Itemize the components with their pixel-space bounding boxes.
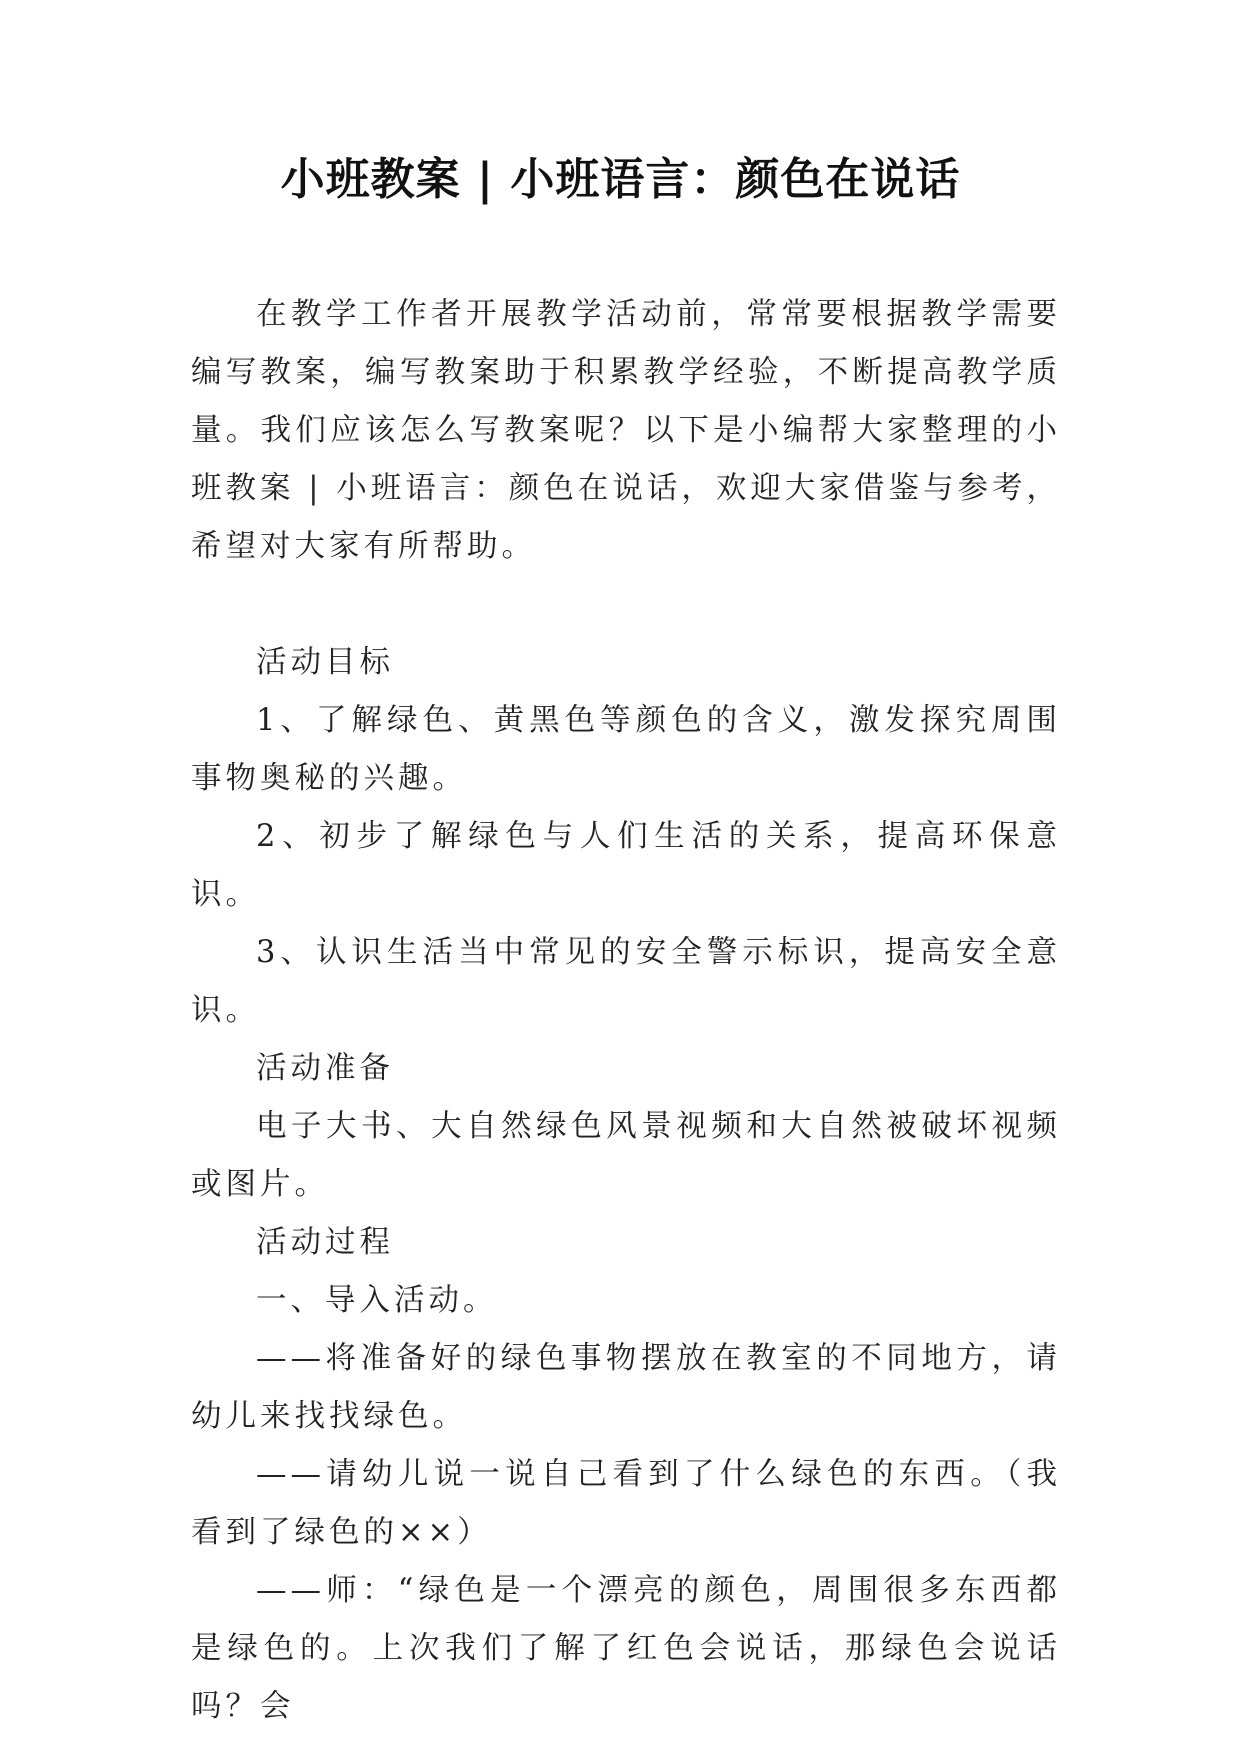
intro-paragraph: 在教学工作者开展教学活动前，常常要根据教学需要编写教案，编写教案助于积累教学经验，不断提高教学质量。我们应该怎么写教案呢？以下是小编帮大家整理的小班教案 | 小班语言：颜色在说话，欢迎大家借鉴与参考，希望对大家有所帮助。 — [191, 297, 1061, 564]
process-paragraph: ——请幼儿说一说自己看到了什么绿色的东西。（我看到了绿色的××） — [191, 1457, 1061, 1550]
section-heading-goals: 活动目标 — [256, 645, 394, 680]
goal-item-3: 3、认识生活当中常见的安全警示标识，提高安全意识。 — [191, 935, 1061, 1028]
paragraph-spacer — [191, 576, 1061, 634]
section-heading-preparation: 活动准备 — [256, 1051, 394, 1086]
goal-item-1: 1、了解绿色、黄黑色等颜色的含义，激发探究周围事物奥秘的兴趣。 — [191, 703, 1061, 796]
process-step-heading: 一、导入活动。 — [256, 1283, 498, 1318]
process-paragraph: ——师：“绿色是一个漂亮的颜色，周围很多东西都是绿色的。上次我们了解了红色会说话，那绿色会说话吗？会 — [191, 1573, 1061, 1724]
process-paragraph: ——将准备好的绿色事物摆放在教室的不同地方，请幼儿来找找绿色。 — [191, 1341, 1061, 1434]
goal-item-2: 2、初步了解绿色与人们生活的关系，提高环保意识。 — [191, 819, 1061, 912]
document-body — [191, 286, 1061, 1736]
document-title: 小班教案 | 小班语言：颜色在说话 — [280, 154, 961, 205]
preparation-paragraph: 电子大书、大自然绿色风景视频和大自然被破坏视频或图片。 — [191, 1109, 1061, 1202]
section-heading-process: 活动过程 — [256, 1225, 394, 1260]
